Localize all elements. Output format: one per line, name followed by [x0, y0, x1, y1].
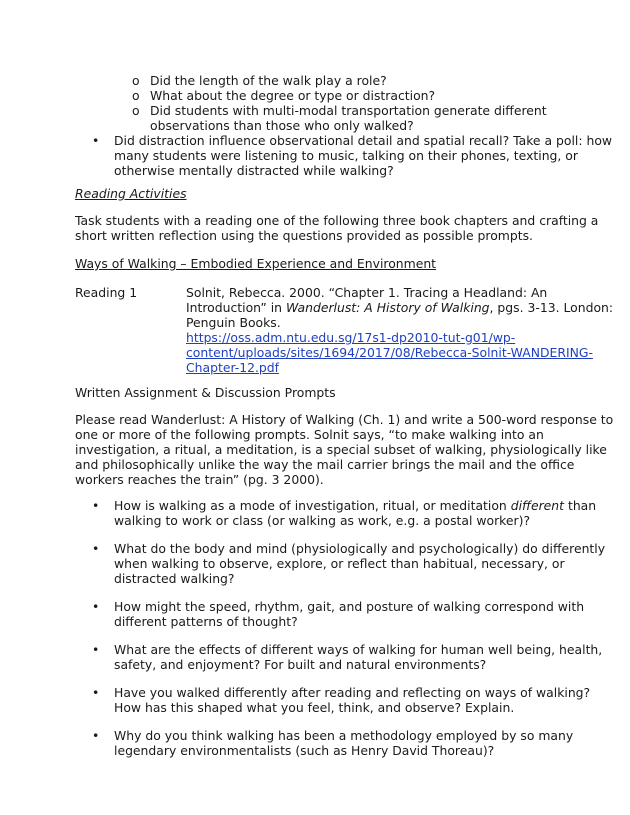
prompt-line: safety, and enjoyment? For built and natural environments? [114, 657, 487, 672]
prompt-line: How has this shaped what you feel, think, and observe? Explain. [114, 700, 515, 715]
reading-link[interactable]: Chapter-12.pdf [186, 360, 280, 375]
bullet-marker: • [92, 599, 100, 614]
bullet-marker: • [92, 685, 100, 700]
bullet-marker: • [92, 728, 100, 743]
prompt-line: Have you walked differently after reading and reflecting on ways of walking? [114, 685, 591, 700]
list-marker: o [132, 73, 140, 88]
bullet-text: otherwise mentally distracted while walking? [114, 163, 394, 178]
paragraph-line: and philosophically unlike the way the mail carrier brings the mail and the office [75, 457, 575, 472]
section-heading-reading-activities: Reading Activities [75, 186, 187, 201]
reading-link[interactable]: https://oss.adm.ntu.edu.sg/17s1-dp2010-tut-g01/wp- [186, 330, 516, 345]
prompt-line: legendary environmentalists (such as Henry David Thoreau)? [114, 743, 495, 758]
paragraph-line: Please read Wanderlust: A History of Walking (Ch. 1) and write a 500-word response to [75, 412, 614, 427]
prompt-line: How is walking as a mode of investigation, ritual, or meditation different than [114, 498, 597, 513]
section-heading-ways-of-walking: Ways of Walking – Embodied Experience and Environment [75, 256, 437, 271]
paragraph-line: workers reaches the train” (pg. 3 2000). [75, 472, 324, 487]
list-marker: o [132, 88, 140, 103]
bullet-marker: • [92, 133, 100, 148]
prompt-line: What do the body and mind (physiologically and psychologically) do differently [114, 541, 606, 556]
list-item-continued: observations than those who only walked? [150, 118, 414, 133]
prompt-line: What are the effects of different ways of walking for human well being, health, [114, 642, 603, 657]
citation-line: Introduction” in Wanderlust: A History of Walking, pgs. 3-13. London: [186, 300, 614, 315]
prompt-line: walking to work or class (or walking as work, e.g. a postal worker)? [114, 513, 531, 528]
prompt-line: when walking to observe, explore, or reflect than habitual, necessary, or [114, 556, 565, 571]
paragraph-line: one or more of the following prompts. Solnit says, “to make walking into an [75, 427, 544, 442]
reading-label: Reading 1 [75, 285, 138, 300]
paragraph-line: investigation, a ritual, a meditation, is a special subset of walking, physiologically like [75, 442, 607, 457]
subheading-written-assignment: Written Assignment & Discussion Prompts [75, 385, 336, 400]
bullet-marker: • [92, 541, 100, 556]
list-item: Did students with multi-modal transportation generate different [150, 103, 547, 118]
reading-link[interactable]: content/uploads/sites/1694/2017/08/Rebecca-Solnit-WANDERING- [186, 345, 593, 360]
paragraph-line: short written reflection using the questions provided as possible prompts. [75, 228, 533, 243]
list-item: What about the degree or type or distraction? [150, 88, 436, 103]
prompt-line: Why do you think walking has been a methodology employed by so many [114, 728, 574, 743]
bullet-marker: • [92, 642, 100, 657]
bullet-text: Did distraction influence observational detail and spatial recall? Take a poll: how [114, 133, 613, 148]
bullet-text: many students were listening to music, talking on their phones, texting, or [114, 148, 578, 163]
prompt-line: How might the speed, rhythm, gait, and posture of walking correspond with [114, 599, 585, 614]
citation-line: Solnit, Rebecca. 2000. “Chapter 1. Tracing a Headland: An [186, 285, 548, 300]
prompt-line: different patterns of thought? [114, 614, 298, 629]
list-marker: o [132, 103, 140, 118]
paragraph-line: Task students with a reading one of the following three book chapters and crafting a [75, 213, 599, 228]
list-item: Did the length of the walk play a role? [150, 73, 387, 88]
bullet-marker: • [92, 498, 100, 513]
citation-line: Penguin Books. [186, 315, 281, 330]
prompt-line: distracted walking? [114, 571, 235, 586]
